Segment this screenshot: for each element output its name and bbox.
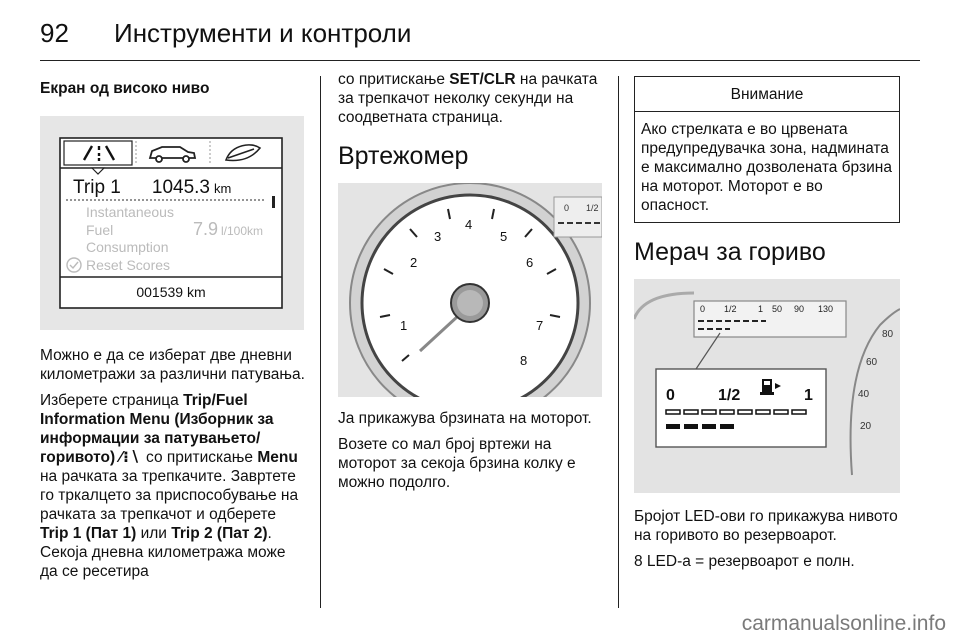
heading-tachometer: Вртежомер (338, 142, 469, 170)
col1-paragraph-1: Можно е да се изберат две дневни километражи за различни патувања. (40, 347, 305, 383)
page-title: Инструменти и контроли (114, 18, 412, 48)
speed-top-50: 50 (772, 304, 783, 314)
menu-instantaneous: Instantaneous (86, 204, 174, 220)
fuel-gauge-illustration (634, 279, 900, 493)
col2-paragraph-continued: со притискање SET/CLR на рачката за трепкачот неколку секунди на соодветната страница. (338, 71, 598, 126)
col3-paragraph-2: 8 LED-a = резервоарот е полн. (634, 553, 855, 570)
warning-box (634, 76, 900, 223)
column-1 (40, 70, 306, 588)
tach-label-2: 2 (410, 255, 418, 270)
tach-label-4: 4 (465, 217, 473, 232)
svg-text:80: 80 (882, 329, 894, 340)
fuel-gauge-figure (634, 279, 900, 493)
fuel-scale-half: 1/2 (586, 203, 599, 213)
subheading-high-level-display: Екран од високо ниво (40, 80, 210, 97)
column-divider-1 (320, 76, 321, 608)
trip-display-figure (40, 116, 304, 330)
fuel-top-1: 1 (758, 304, 764, 314)
tach-label-7: 7 (536, 318, 544, 333)
tachometer-illustration (338, 183, 602, 397)
speed-top-90: 90 (794, 304, 805, 314)
col2-paragraph-1: Ја прикажува брзината на моторот. (338, 410, 592, 427)
tach-label-6: 6 (526, 255, 534, 270)
menu-reset-scores: Reset Scores (86, 257, 171, 273)
column-divider-2 (618, 76, 619, 608)
trip-value: 1045.3 (151, 177, 210, 198)
col1-paragraph-2: Изберете страница Trip/Fuel Information Menu (Изборник за информации за патувањето/горивото) ⁄⁝∖ со притискање Menu на рачката за трепкачите. Завртете го тркалцето за приспособување на рачката за трепкачот и одберете Trip 1 (Пат 1) или Trip 2 (Пат 2). Секоја дневна километража може да се ресетира (40, 392, 299, 580)
odometer-value: 001539 km (136, 284, 206, 300)
tach-label-3: 3 (434, 229, 442, 244)
trip-label: Trip 1 (73, 177, 121, 198)
speed-top-130: 130 (818, 304, 834, 314)
fuel-scale-0: 0 (564, 203, 570, 213)
tach-label-8: 8 (520, 353, 528, 368)
trip-info-inline-icon: ⁄⁝∖ (119, 449, 142, 466)
tachometer-figure (338, 183, 602, 397)
header-divider (40, 60, 920, 61)
fuel-zoom-panel (656, 369, 826, 447)
column-3 (634, 70, 900, 578)
svg-text:60: 60 (866, 357, 878, 368)
warning-title: Внимание (635, 77, 899, 112)
menu-fuel: Fuel (86, 222, 114, 238)
page-header (40, 16, 920, 60)
svg-text:40: 40 (858, 389, 870, 400)
menu-consumption: Consumption (86, 239, 169, 255)
heading-fuel-gauge: Мерач за гориво (634, 238, 826, 266)
fuel-top-half: 1/2 (724, 304, 737, 314)
tach-label-1: 1 (400, 318, 408, 333)
fuel-zoom-0: 0 (666, 387, 675, 404)
watermark: carmanualsonline.info (741, 612, 946, 635)
column-2 (338, 70, 604, 499)
fuel-value: 7.9 (192, 219, 218, 239)
trip-display-illustration (40, 116, 304, 330)
fuel-zoom-half: 1/2 (718, 387, 741, 404)
fuel-zoom-1: 1 (804, 387, 813, 404)
col2-paragraph-2: Возете со мал број вртежи на моторот за секоја брзина колку е можно подолго. (338, 436, 576, 491)
col3-paragraph-1: Бројот LED-ови го прикажува нивото на горивото во резервоарот. (634, 508, 898, 544)
trip-unit: km (214, 181, 232, 196)
svg-text:20: 20 (860, 421, 872, 432)
fuel-unit: l/100km (221, 224, 264, 238)
fuel-top-0: 0 (700, 304, 706, 314)
warning-text: Ако стрелката е во црвената предупредувачка зона, надмината е максимално дозволената брзина на моторот. Моторот е во опасност. (641, 121, 892, 214)
page-number: 92 (40, 18, 69, 48)
tach-label-5: 5 (500, 229, 508, 244)
